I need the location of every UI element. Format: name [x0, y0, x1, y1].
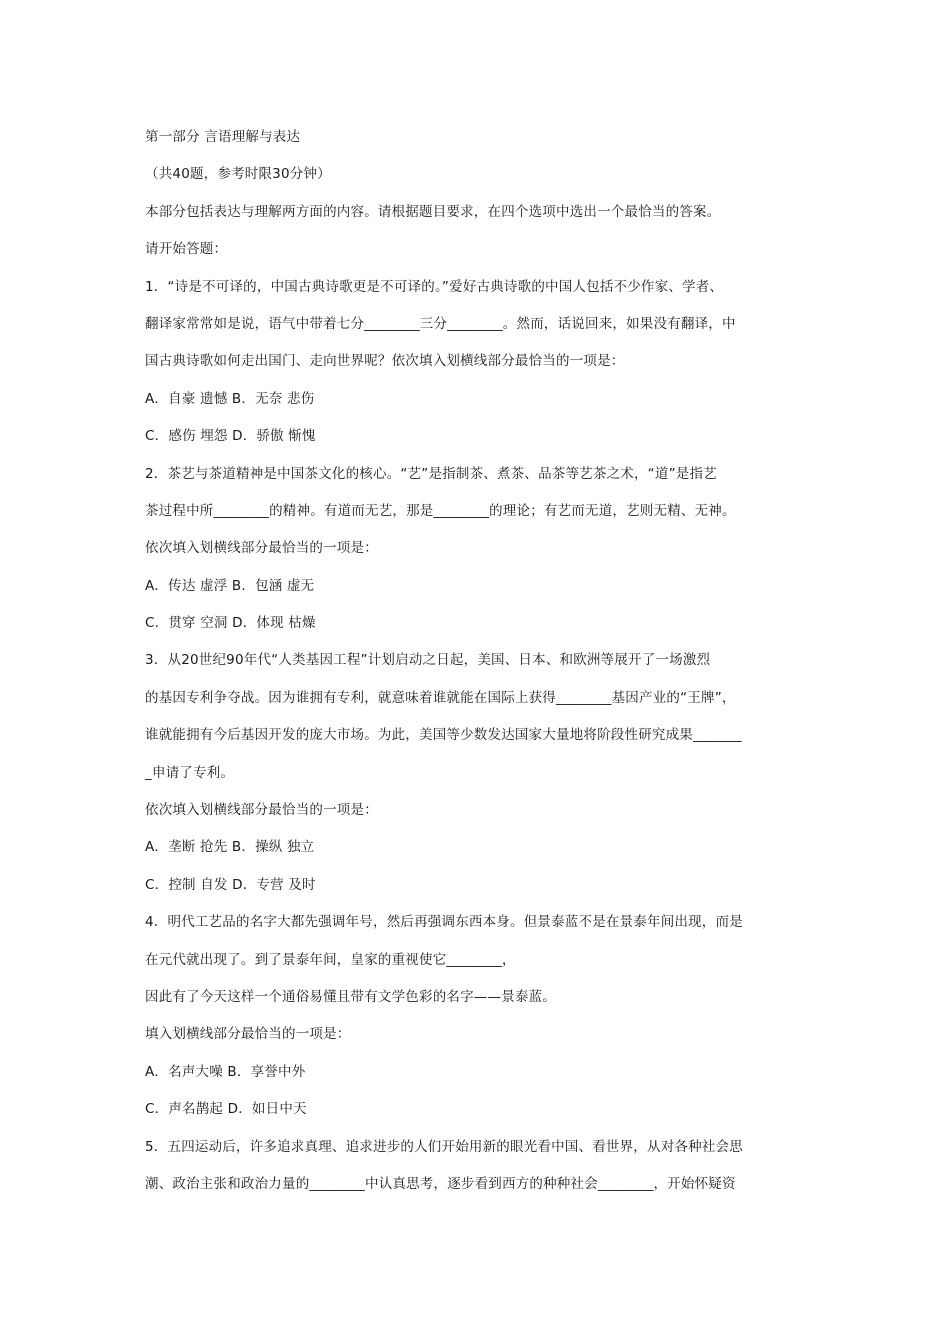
- question-2-options-ab: A．传达 虚浮 B．包涵 虚无: [145, 577, 315, 594]
- question-4-text-line-1: 4．明代工艺品的名字大都先强调年号，然后再强调东西本身。但景泰蓝不是在景泰年间出现，而是: [145, 914, 743, 931]
- question-1-text-line-1: 1．“诗是不可译的，中国古典诗歌更是不可译的。”爱好古典诗歌的中国人包括不少作家、学者、: [145, 278, 724, 295]
- question-2-options-cd: C．贯穿 空洞 D．体现 枯燥: [145, 615, 316, 632]
- question-4-options-cd: C．声名鹊起 D．如日中天: [145, 1101, 307, 1118]
- question-1-text-line-3: 国古典诗歌如何走出国门、走向世界呢？依次填入划横线部分最恰当的一项是：: [145, 353, 625, 370]
- question-3-options-cd: C．控制 自发 D．专营 及时: [145, 876, 316, 893]
- question-4-text-line-3: 因此有了今天这样一个通俗易懂且带有文学色彩的名字——景泰蓝。: [145, 988, 556, 1005]
- question-3-options-ab: A．垄断 抢先 B．操纵 独立: [145, 839, 315, 856]
- section-instructions: 本部分包括表达与理解两方面的内容。请根据题目要求，在四个选项中选出一个最恰当的答案。: [145, 203, 721, 220]
- question-1-text-line-2: 翻译家常常如是说，语气中带着七分________三分________。然而，话说回来，如果没有翻译，中: [145, 315, 736, 332]
- question-3-text-line-1: 3．从20世纪90年代“人类基因工程”计划启动之日起，美国、日本、和欧洲等展开了一场激烈: [145, 652, 711, 669]
- question-3-text-line-2: 的基因专利争夺战。因为谁拥有专利，就意味着谁就能在国际上获得________基因产业的“王牌”，: [145, 689, 736, 706]
- section-title: 第一部分 言语理解与表达: [145, 129, 301, 145]
- question-4-text-line-2: 在元代就出现了。到了景泰年间，皇家的重视使它________，: [145, 951, 516, 968]
- document-page: [145, 122, 820, 1206]
- question-3-text-line-4: _申请了专利。: [145, 764, 235, 781]
- question-2-prompt: 依次填入划横线部分最恰当的一项是：: [145, 540, 378, 557]
- question-5-text-line-1: 5．五四运动后，许多追求真理、追求进步的人们开始用新的眼光看中国、看世界，从对各种社会思: [145, 1138, 743, 1155]
- question-1-options-ab: A．自豪 遗憾 B．无奈 悲伤: [145, 390, 315, 407]
- question-1-options-cd: C．感伤 埋怨 D．骄傲 惭愧: [145, 428, 316, 445]
- question-5-text-line-2: 潮、政治主张和政治力量的________中认真思考，逐步看到西方的种种社会________，开始怀疑资: [145, 1175, 736, 1192]
- question-3-prompt: 依次填入划横线部分最恰当的一项是：: [145, 802, 378, 819]
- question-2-text-line-1: 2．茶艺与茶道精神是中国茶文化的核心。“艺”是指制茶、煮茶、品茶等艺茶之术，“道”是指艺: [145, 465, 717, 482]
- question-4-options-ab: A．名声大噪 B．享誉中外: [145, 1063, 306, 1080]
- start-prompt: 请开始答题：: [145, 241, 228, 258]
- question-4-prompt: 填入划横线部分最恰当的一项是：: [145, 1026, 351, 1043]
- question-2-text-line-2: 茶过程中所________的精神。有道而无艺，那是________的理论；有艺而无道，艺则无精、无神。: [145, 502, 736, 519]
- section-subtitle: （共40题，参考时限30分钟）: [145, 166, 331, 183]
- question-3-text-line-3: 谁就能拥有今后基因开发的庞大市场。为此，美国等少数发达国家大量地将阶段性研究成果_______: [145, 727, 742, 744]
